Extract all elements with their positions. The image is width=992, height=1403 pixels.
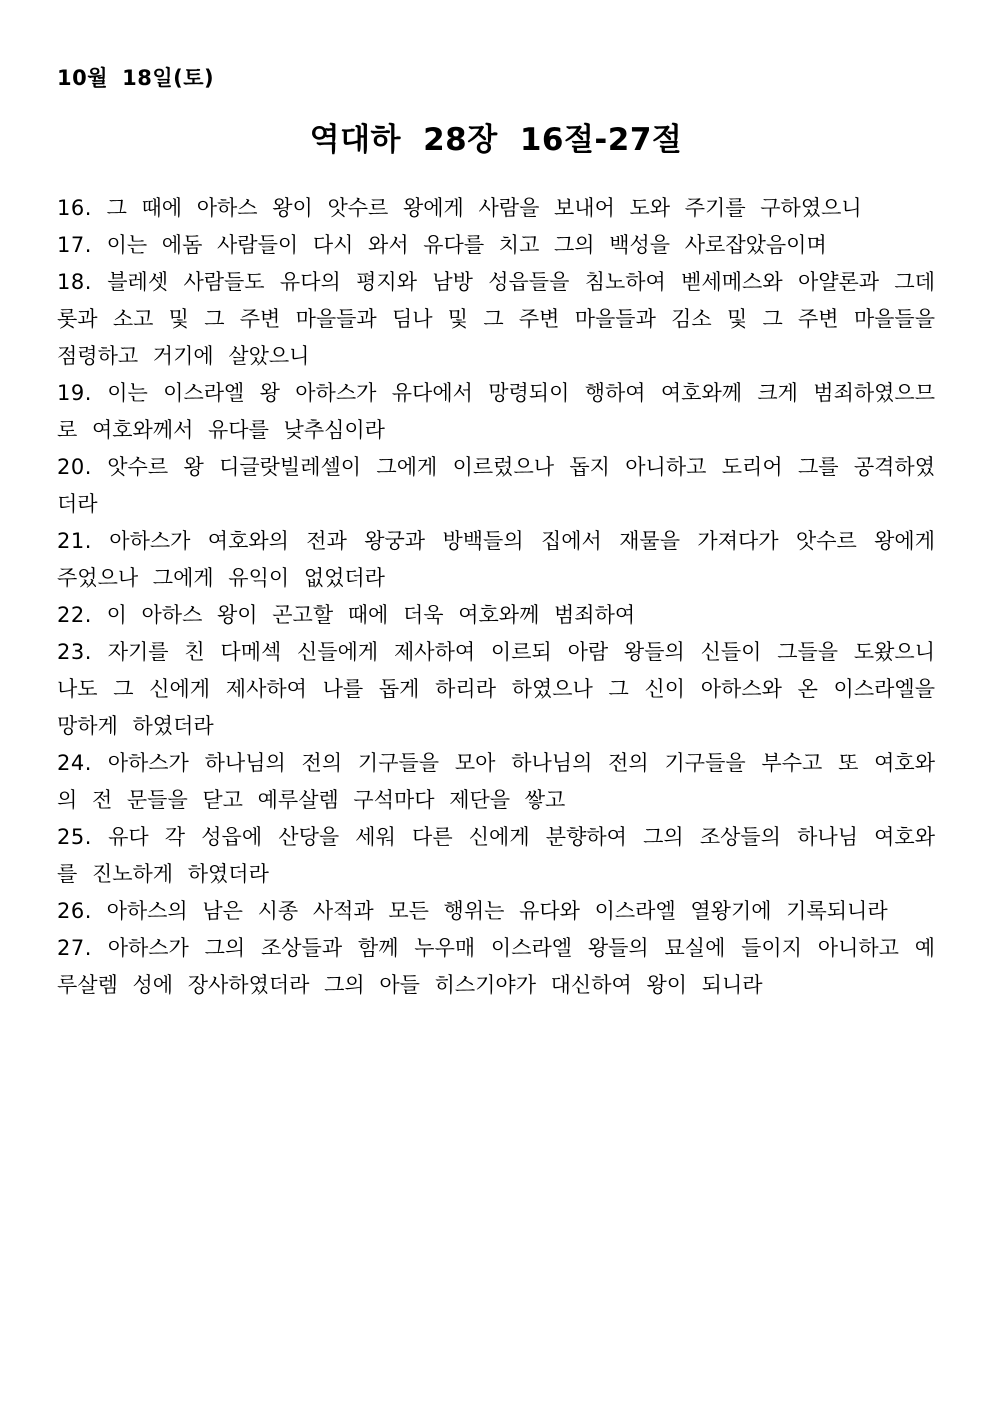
verse-number: 18. bbox=[57, 270, 92, 294]
verse bbox=[57, 893, 935, 930]
verse-text: 아하스가 그의 조상들과 함께 누우매 이스라엘 왕들의 묘실에 들이지 아니하고 예루살렘 성에 장사하였더라 그의 아들 히스기야가 대신하여 왕이 되니라 bbox=[57, 936, 935, 997]
verse-number: 17. bbox=[57, 233, 92, 257]
verse-number: 16. bbox=[57, 196, 92, 220]
verse bbox=[57, 190, 935, 227]
verse bbox=[57, 634, 935, 745]
document-date: 10월 18일(토) bbox=[57, 66, 215, 90]
verse bbox=[57, 227, 935, 264]
verse-number: 20. bbox=[57, 455, 92, 479]
verse bbox=[57, 745, 935, 819]
verse-number: 21. bbox=[57, 529, 92, 553]
verse-number: 22. bbox=[57, 603, 92, 627]
verse-number: 25. bbox=[57, 825, 92, 849]
verse-number: 19. bbox=[57, 381, 92, 405]
verse bbox=[57, 264, 935, 375]
verse-text: 이는 에돔 사람들이 다시 와서 유다를 치고 그의 백성을 사로잡았음이며 bbox=[106, 233, 827, 257]
verse bbox=[57, 375, 935, 449]
verse-text: 자기를 친 다메섹 신들에게 제사하여 이르되 아람 왕들의 신들이 그들을 도왔으니 나도 그 신에게 제사하여 나를 돕게 하리라 하였으나 그 신이 아하스와 온 이스라엘을 망하게 하였더라 bbox=[57, 640, 935, 738]
verse-text: 아하스가 하나님의 전의 기구들을 모아 하나님의 전의 기구들을 부수고 또 여호와의 전 문들을 닫고 예루살렘 구석마다 제단을 쌓고 bbox=[57, 751, 935, 812]
verse-text: 그 때에 아하스 왕이 앗수르 왕에게 사람을 보내어 도와 주기를 구하였으니 bbox=[106, 196, 862, 220]
verse-number: 26. bbox=[57, 899, 92, 923]
verse-list bbox=[57, 190, 935, 1004]
verse-number: 24. bbox=[57, 751, 92, 775]
verse-text: 아하스의 남은 시종 사적과 모든 행위는 유다와 이스라엘 열왕기에 기록되니라 bbox=[106, 899, 888, 923]
verse bbox=[57, 819, 935, 893]
verse-text: 이는 이스라엘 왕 아하스가 유다에서 망령되이 행하여 여호와께 크게 범죄하였으므로 여호와께서 유다를 낮추심이라 bbox=[57, 381, 936, 442]
verse-text: 블레셋 사람들도 유다의 평지와 남방 성읍들을 침노하여 벧세메스와 아얄론과 그데롯과 소고 및 그 주변 마을들과 딤나 및 그 주변 마을들과 김소 및 그 주변 마을들을 점령하고 거기에 살았으니 bbox=[57, 270, 936, 368]
verse-text: 이 아하스 왕이 곤고할 때에 더욱 여호와께 범죄하여 bbox=[106, 603, 636, 627]
verse-text: 유다 각 성읍에 산당을 세워 다른 신에게 분향하여 그의 조상들의 하나님 여호와를 진노하게 하였더라 bbox=[57, 825, 936, 886]
verse-number: 27. bbox=[57, 936, 92, 960]
page-title: 역대하 28장 16절-27절 bbox=[309, 122, 683, 158]
verse bbox=[57, 930, 935, 1004]
verse bbox=[57, 449, 935, 523]
verse-number: 23. bbox=[57, 640, 92, 664]
verse bbox=[57, 523, 935, 597]
verse bbox=[57, 597, 935, 634]
verse-text: 앗수르 왕 디글랏빌레셀이 그에게 이르렀으나 돕지 아니하고 도리어 그를 공격하였더라 bbox=[57, 455, 936, 516]
verse-text: 아하스가 여호와의 전과 왕궁과 방백들의 집에서 재물을 가져다가 앗수르 왕에게 주었으나 그에게 유익이 없었더라 bbox=[57, 529, 935, 590]
